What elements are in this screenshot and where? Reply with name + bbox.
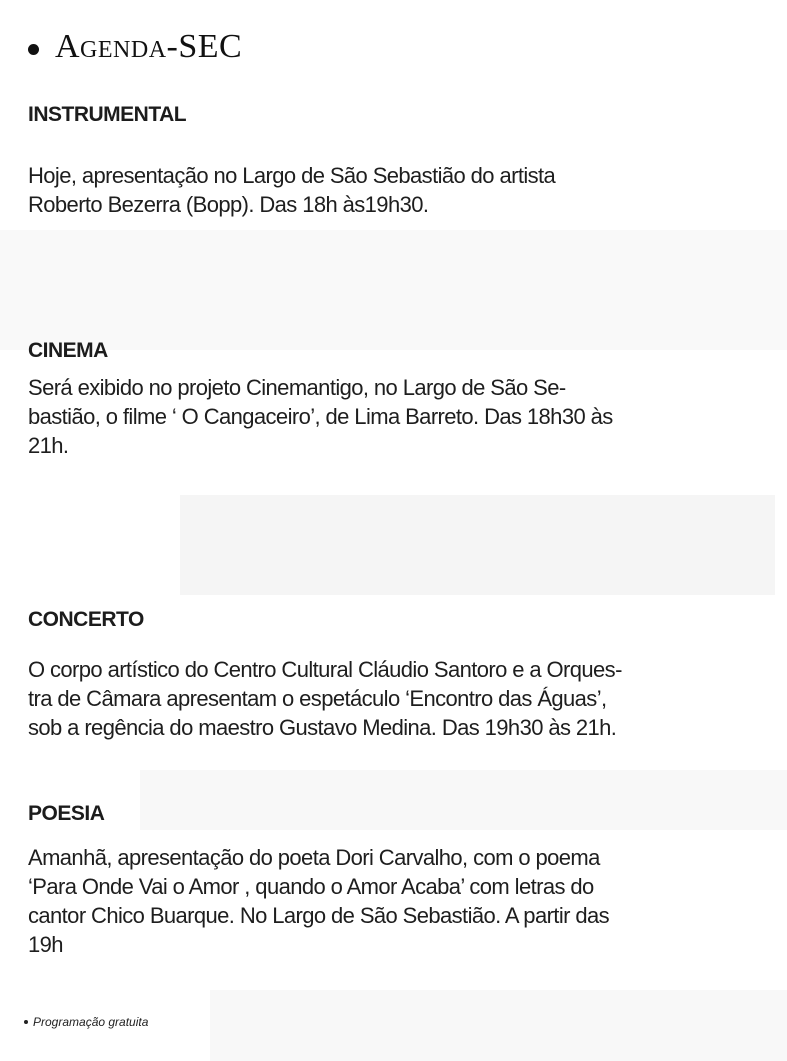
paper-panel <box>210 990 787 1061</box>
body-line: tra de Câmara apresentam o espetáculo ‘Encontro das Águas’, <box>28 686 607 711</box>
paper-panel <box>0 230 787 350</box>
body-line: Amanhã, apresentação do poeta Dori Carvalho, com o poema <box>28 845 600 870</box>
section-body-cinema <box>28 373 763 460</box>
section-heading-concerto: CONCERTO <box>28 608 144 631</box>
paper-panel <box>140 770 787 830</box>
section-heading-cinema: CINEMA <box>28 339 108 362</box>
page-title: Agenda-SEC <box>55 28 243 65</box>
footnote-text: Programação gratuita <box>33 1015 149 1029</box>
section-heading-poesia: POESIA <box>28 802 105 825</box>
body-line: 19h <box>28 932 63 957</box>
footnote <box>24 1015 148 1029</box>
body-line: sob a regência do maestro Gustavo Medina. Das 19h30 às 21h. <box>28 715 617 740</box>
body-line: O corpo artístico do Centro Cultural Cláudio Santoro e a Orques- <box>28 657 622 682</box>
body-line: Hoje, apresentação no Largo de São Sebastião do artista <box>28 163 556 188</box>
body-line: bastião, o filme ‘ O Cangaceiro’, de Lima Barreto. Das 18h30 às <box>28 404 613 429</box>
section-body-poesia <box>28 843 763 959</box>
body-line: ‘Para Onde Vai o Amor , quando o Amor Acaba’ com letras do <box>28 874 594 899</box>
body-line: Roberto Bezerra (Bopp). Das 18h às19h30. <box>28 192 429 217</box>
bullet-icon <box>28 44 39 55</box>
body-line: Será exibido no projeto Cinemantigo, no Largo de São Se- <box>28 375 566 400</box>
section-body-concerto <box>28 655 763 742</box>
masthead <box>28 22 242 72</box>
body-line: cantor Chico Buarque. No Largo de São Sebastião. A partir das <box>28 903 610 928</box>
section-body-instrumental <box>28 161 763 219</box>
paper-panel <box>180 495 775 595</box>
section-heading-instrumental: INSTRUMENTAL <box>28 103 187 126</box>
bullet-icon <box>24 1020 28 1024</box>
body-line: 21h. <box>28 433 69 458</box>
